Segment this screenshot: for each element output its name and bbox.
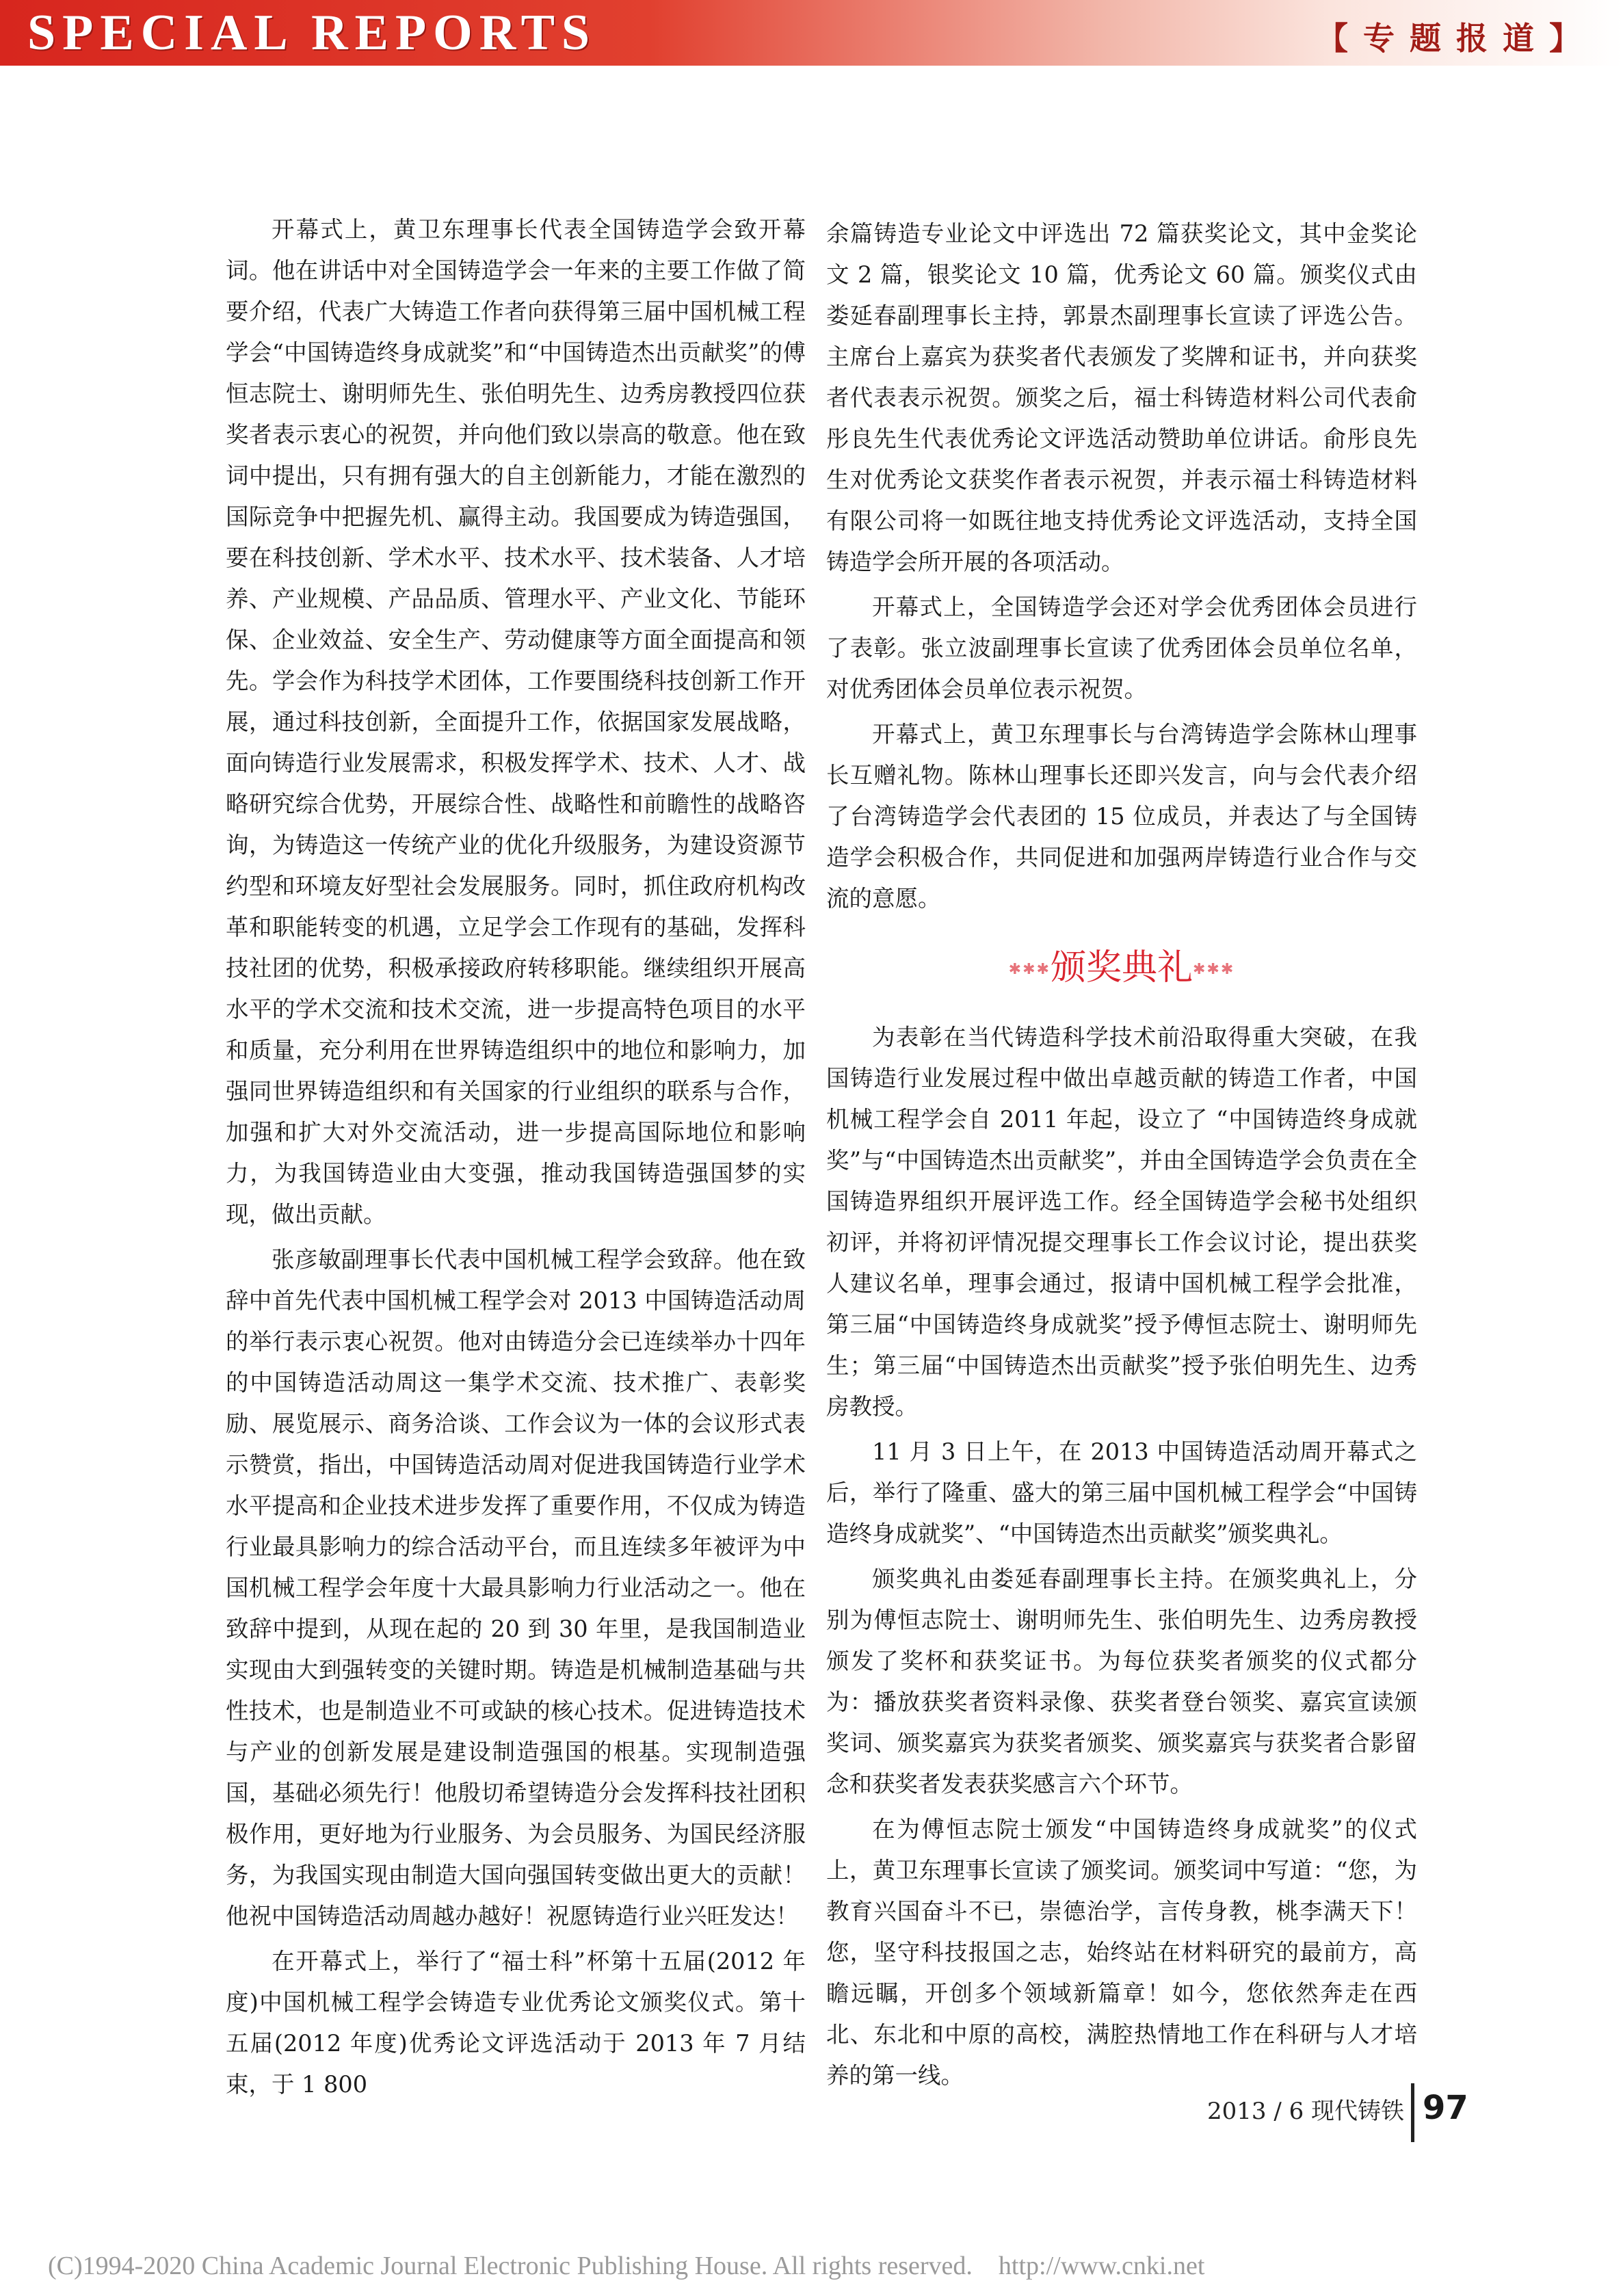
page-number: 97 xyxy=(1423,2089,1468,2127)
paragraph-continuation: 余篇铸造专业论文中评选出 72 篇获奖论文，其中金奖论文 2 篇，银奖论文 10 篇，优秀论文 60 篇。颁奖仪式由娄延春副理事长主持，郭景杰副理事长宣读了评选公告。主席台上嘉宾为获奖者代表颁发了奖牌和证书，并向获奖者代表表示祝贺。颁奖之后，福士科铸造材料公司代表俞彤良先生代表优秀论文评选活动赞助单位讲话。俞彤良先生对优秀论文获奖作者表示祝贺，并表示福士科铸造材料有限公司将一如既往地支持优秀论文评选活动，支持全国铸造学会所开展的各项活动。 xyxy=(826,220,1417,575)
footer-divider xyxy=(1411,2083,1414,2142)
copyright-notice: (C)1994-2020 China Academic Journal Electronic Publishing House. All rights reserved. http://www.cnki.net xyxy=(48,2252,1205,2280)
paragraph: 为表彰在当代铸造科学技术前沿取得重大突破，在我国铸造行业发展过程中做出卓越贡献的铸造工作者，中国机械工程学会自 2011 年起，设立了 “中国铸造终身成就奖”与“中国铸造杰出贡献奖”，并由全国铸造学会负责在全国铸造界组织开展评选工作。经全国铸造学会秘书处组织初评，并将初评情况提交理事长工作会议讨论，提出获奖人建议名单，理事会通过，报请中国机械工程学会批准，第三届“中国铸造终身成就奖”授予傅恒志院士、谢明师先生；第三届“中国铸造杰出贡献奖”授予张伯明先生、边秀房教授。 xyxy=(826,1024,1417,1420)
section-label: 【专题报道】 xyxy=(1317,20,1596,57)
paragraph: 张彦敏副理事长代表中国机械工程学会致辞。他在致辞中首先代表中国机械工程学会对 2013 中国铸造活动周的举行表示衷心祝贺。他对由铸造分会已连续举办十四年的中国铸造活动周这一集学术交流、技术推广、表彰奖励、展览展示、商务洽谈、工作会议为一体的会议形式表示赞赏，指出，中国铸造活动周对促进我国铸造行业学术水平提高和企业技术进步发挥了重要作用，不仅成为铸造行业最具影响力的综合活动平台，而且连续多年被评为中国机械工程学会年度十大最具影响力行业活动之一。他在致辞中提到，从现在起的 20 到 30 年里，是我国制造业实现由大到强转变的关键时期。铸造是机械制造基础与共性技术，也是制造业不可或缺的核心技术。促进铸造技术与产业的创新发展是建设制造强国的根基。实现制造强国，基础必须先行！他殷切希望铸造分会发挥科技社团积极作用，更好地为行业服务、为会员服务、为国民经济服务，为我国实现由制造大国向强国转变做出更大的贡献！他祝中国铸造活动周越办越好！祝愿铸造行业兴旺发达！ xyxy=(226,1246,806,1929)
paragraph: 开幕式上，全国铸造学会还对学会优秀团体会员进行了表彰。张立波副理事长宣读了优秀团体会员单位名单，对优秀团体会员单位表示祝贺。 xyxy=(826,594,1417,702)
decorative-dots-left: ✱✱✱ xyxy=(1008,961,1051,978)
paragraph: 开幕式上，黄卫东理事长代表全国铸造学会致开幕词。他在讲话中对全国铸造学会一年来的主要工作做了简要介绍，代表广大铸造工作者向获得第三届中国机械工程学会“中国铸造终身成就奖”和“中国铸造杰出贡献奖”的傅恒志院士、谢明师先生、张伯明先生、边秀房教授四位获奖者表示衷心的祝贺，并向他们致以崇高的敬意。他在致词中提出，只有拥有强大的自主创新能力，才能在激烈的国际竞争中把握先机、赢得主动。我国要成为铸造强国，要在科技创新、学术水平、技术水平、技术装备、人才培养、产业规模、产品品质、管理水平、产业文化、节能环保、企业效益、安全生产、劳动健康等方面全面提高和领先。学会作为科技学术团体，工作要围绕科技创新工作开展，通过科技创新，全面提升工作，依据国家发展战略，面向铸造行业发展需求，积极发挥学术、技术、人才、战略研究综合优势，开展综合性、战略性和前瞻性的战略咨询，为铸造这一传统产业的优化升级服务，为建设资源节约型和环境友好型社会发展服务。同时，抓住政府机构改革和职能转变的机遇，立足学会工作现有的基础，发挥科技社团的优势，积极承接政府转移职能。继续组织开展高水平的学术交流和技术交流，进一步提高特色项目的水平和质量，充分利用在世界铸造组织中的地位和影响力，加强同世界铸造组织和有关国家的行业组织的联系与合作，加强和扩大对外交流活动，进一步提高国际地位和影响力，为我国铸造业由大变强，推动我国铸造强国梦的实现，做出贡献。 xyxy=(226,216,806,1228)
section-heading-text: 颁奖典礼 xyxy=(1050,947,1193,988)
paragraph: 开幕式上，黄卫东理事长与台湾铸造学会陈林山理事长互赠礼物。陈林山理事长还即兴发言，向与会代表介绍了台湾铸造学会代表团的 15 位成员，并表达了与全国铸造学会积极合作，共同促进和加强两岸铸造行业合作与交流的意愿。 xyxy=(826,721,1417,912)
paragraph: 11 月 3 日上午，在 2013 中国铸造活动周开幕式之后，举行了隆重、盛大的第三届中国机械工程学会“中国铸造终身成就奖”、“中国铸造杰出贡献奖”颁奖典礼。 xyxy=(826,1438,1417,1547)
section-heading-award-ceremony xyxy=(826,944,1417,994)
left-column xyxy=(226,209,806,2109)
journal-section-title: SPECIAL REPORTS xyxy=(27,5,597,61)
decorative-dots-right: ✱✱✱ xyxy=(1193,961,1235,978)
paragraph: 在开幕式上，举行了“福士科”杯第十五届(2012 年度)中国机械工程学会铸造专业优秀论文颁奖仪式。第十五届(2012 年度)优秀论文评选活动于 2013 年 7 月结束，于 1 800 xyxy=(226,1948,806,2098)
right-column xyxy=(826,213,1417,2100)
issue-info: 2013 / 6 现代铸铁 xyxy=(1207,2098,1405,2125)
paragraph: 在为傅恒志院士颁发“中国铸造终身成就奖”的仪式上，黄卫东理事长宣读了颁奖词。颁奖词中写道：“您，为教育兴国奋斗不已，崇德治学，言传身教，桃李满天下！您，坚守科技报国之志，始终站在材料研究的最前方，高瞻远瞩，开创多个领域新篇章！如今，您依然奔走在西北、东北和中原的高校，满腔热情地工作在科研与人才培养的第一线。 xyxy=(826,1816,1417,2089)
paragraph: 颁奖典礼由娄延春副理事长主持。在颁奖典礼上，分别为傅恒志院士、谢明师先生、张伯明先生、边秀房教授颁发了奖杯和获奖证书。为每位获奖者颁奖的仪式都分为：播放获奖者资料录像、获奖者登台领奖、嘉宾宣读颁奖词、颁奖嘉宾为获奖者颁奖、颁奖嘉宾与获奖者合影留念和获奖者发表获奖感言六个环节。 xyxy=(826,1566,1417,1797)
